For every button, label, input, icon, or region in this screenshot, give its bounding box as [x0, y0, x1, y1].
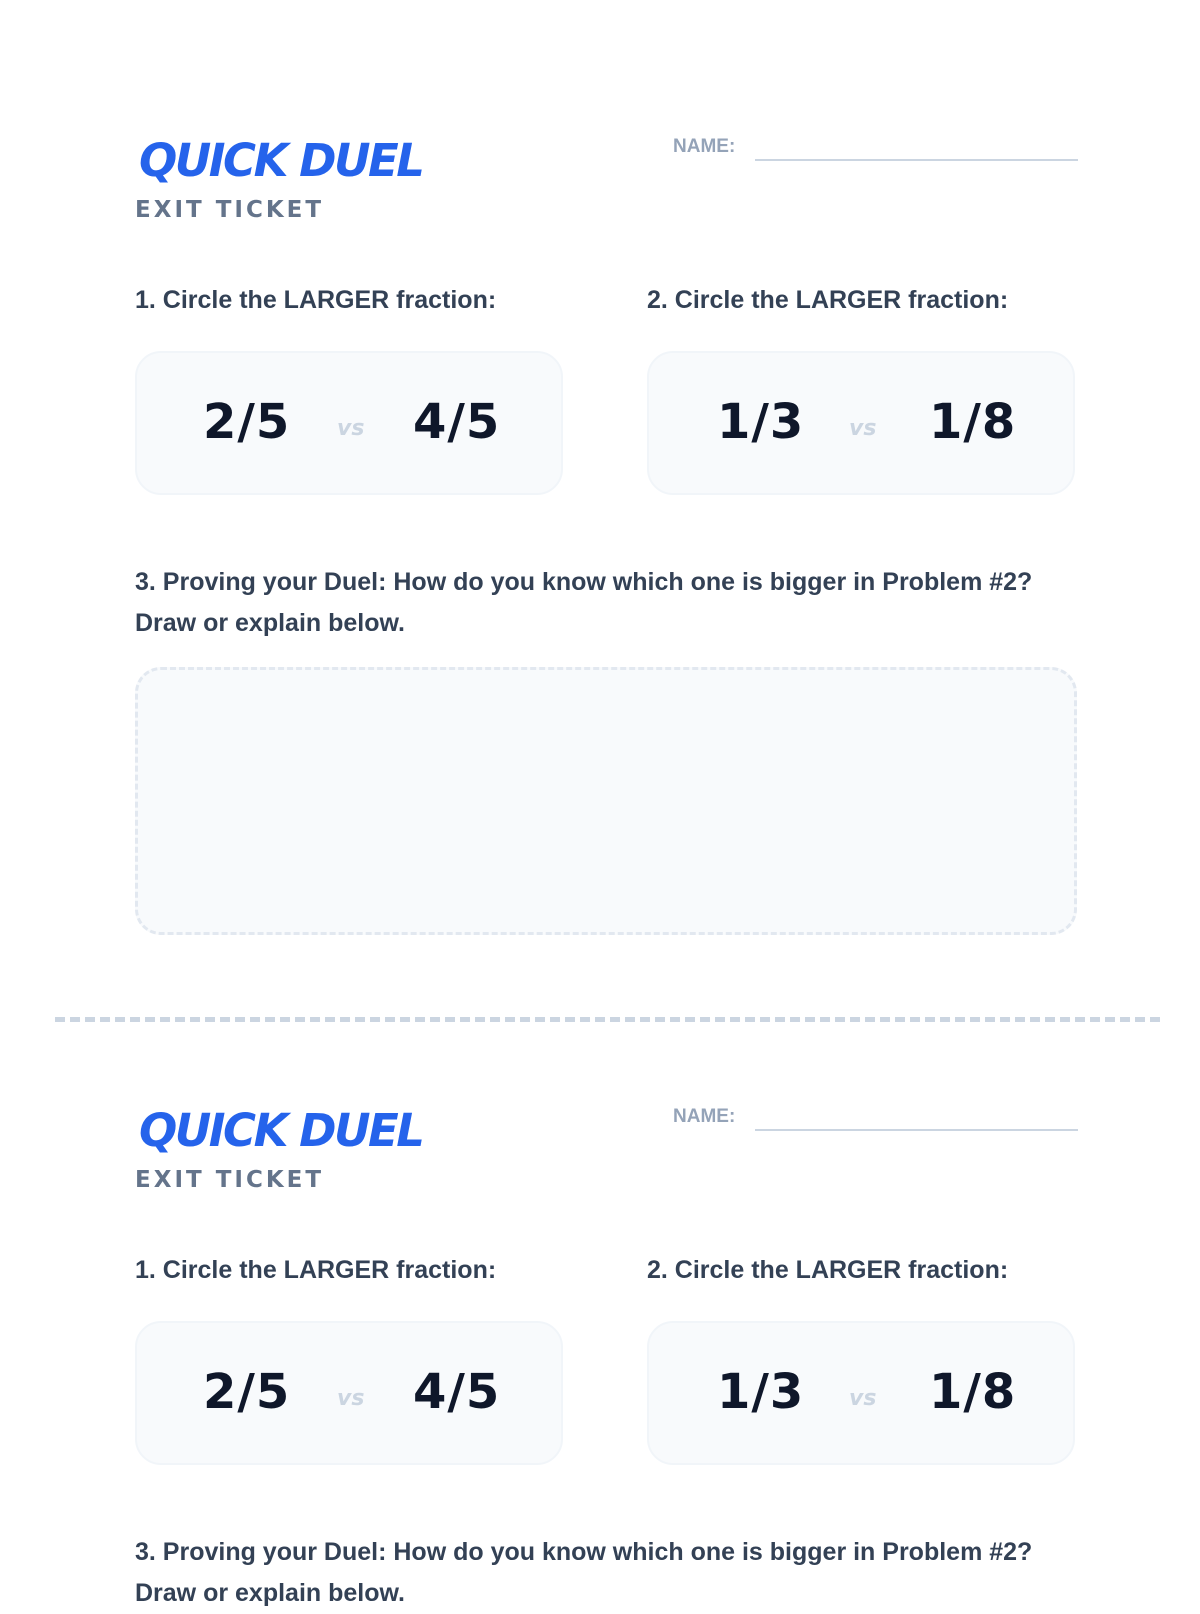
- question-3-prompt: 3. Proving your Duel: How do you know which one is bigger in Problem #2? Draw or explain below.: [135, 1538, 1033, 1607]
- vs-label: vs: [849, 416, 877, 441]
- question-2-label: 2. Circle the LARGER fraction:: [647, 1256, 1009, 1284]
- question-1-label: 1. Circle the LARGER fraction:: [135, 286, 497, 314]
- fraction-option[interactable]: 4/5: [413, 394, 501, 450]
- vs-label: vs: [849, 1386, 877, 1411]
- question-2-duel-box: [647, 1321, 1075, 1465]
- vs-label: vs: [337, 416, 365, 441]
- ticket-title: QUICK DUEL: [139, 134, 423, 187]
- question-1-duel-box: [135, 351, 563, 495]
- ticket-subtitle: EXIT TICKET: [135, 197, 325, 223]
- name-label: NAME:: [673, 1106, 736, 1127]
- fraction-option[interactable]: 2/5: [203, 1364, 291, 1420]
- question-2-duel-box: [647, 351, 1075, 495]
- question-1-label: 1. Circle the LARGER fraction:: [135, 1256, 497, 1284]
- question-2-label: 2. Circle the LARGER fraction:: [647, 286, 1009, 314]
- vs-label: vs: [337, 1386, 365, 1411]
- fraction-option[interactable]: 2/5: [203, 394, 291, 450]
- fraction-option[interactable]: 4/5: [413, 1364, 501, 1420]
- answer-area[interactable]: [135, 667, 1077, 935]
- question-1-duel-box: [135, 1321, 563, 1465]
- fraction-option[interactable]: 1/3: [717, 394, 805, 450]
- name-field[interactable]: [755, 1129, 1078, 1131]
- cut-line-divider: [55, 1017, 1160, 1022]
- name-field[interactable]: [755, 159, 1078, 161]
- question-3-prompt: 3. Proving your Duel: How do you know which one is bigger in Problem #2? Draw or explain below.: [135, 568, 1033, 637]
- name-label: NAME:: [673, 136, 736, 157]
- ticket-subtitle: EXIT TICKET: [135, 1167, 325, 1193]
- ticket-title: QUICK DUEL: [139, 1104, 423, 1157]
- fraction-option[interactable]: 1/3: [717, 1364, 805, 1420]
- fraction-option[interactable]: 1/8: [929, 1364, 1017, 1420]
- fraction-option[interactable]: 1/8: [929, 394, 1017, 450]
